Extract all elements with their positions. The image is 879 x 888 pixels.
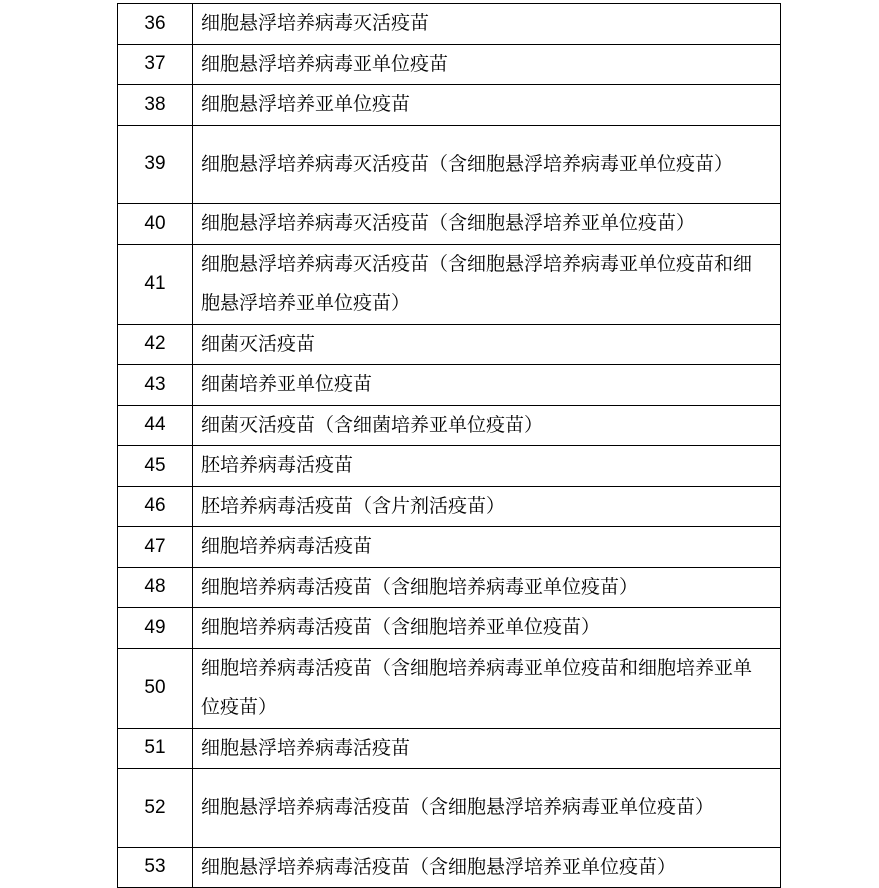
row-number: 47 — [118, 527, 193, 568]
table-row — [118, 486, 781, 527]
row-number: 36 — [118, 4, 193, 45]
vaccine-name: 细胞悬浮培养病毒活疫苗（含细胞悬浮培养病毒亚单位疫苗） — [193, 769, 781, 848]
table-row — [118, 244, 781, 324]
vaccine-name: 细胞悬浮培养病毒活疫苗 — [193, 728, 781, 769]
row-number: 49 — [118, 608, 193, 649]
table-row — [118, 324, 781, 365]
vaccine-name: 细菌灭活疫苗（含细菌培养亚单位疫苗） — [193, 405, 781, 446]
vaccine-name: 细菌培养亚单位疫苗 — [193, 365, 781, 406]
vaccine-name: 细胞培养病毒活疫苗（含细胞培养病毒亚单位疫苗和细胞培养亚单位疫苗） — [193, 648, 781, 728]
vaccine-category-table — [117, 3, 781, 888]
row-number: 37 — [118, 44, 193, 85]
table-row — [118, 44, 781, 85]
row-number: 38 — [118, 85, 193, 126]
row-number: 40 — [118, 204, 193, 245]
vaccine-name: 细胞培养病毒活疫苗（含细胞培养病毒亚单位疫苗） — [193, 567, 781, 608]
row-number: 52 — [118, 769, 193, 848]
table-row — [118, 405, 781, 446]
table-row — [118, 365, 781, 406]
table-row — [118, 4, 781, 45]
row-number: 45 — [118, 446, 193, 487]
vaccine-name: 细胞悬浮培养病毒亚单位疫苗 — [193, 44, 781, 85]
row-number: 39 — [118, 125, 193, 204]
table-row — [118, 847, 781, 888]
vaccine-name: 细胞悬浮培养亚单位疫苗 — [193, 85, 781, 126]
table-body — [118, 4, 781, 888]
table-row — [118, 567, 781, 608]
table-row — [118, 446, 781, 487]
table-row — [118, 85, 781, 126]
vaccine-name: 细胞培养病毒活疫苗 — [193, 527, 781, 568]
row-number: 48 — [118, 567, 193, 608]
row-number: 46 — [118, 486, 193, 527]
vaccine-name: 细胞悬浮培养病毒灭活疫苗（含细胞悬浮培养病毒亚单位疫苗） — [193, 125, 781, 204]
row-number: 44 — [118, 405, 193, 446]
vaccine-name: 细胞悬浮培养病毒灭活疫苗（含细胞悬浮培养亚单位疫苗） — [193, 204, 781, 245]
vaccine-name: 胚培养病毒活疫苗（含片剂活疫苗） — [193, 486, 781, 527]
table-row — [118, 608, 781, 649]
row-number: 53 — [118, 847, 193, 888]
table-row — [118, 648, 781, 728]
row-number: 43 — [118, 365, 193, 406]
table-row — [118, 125, 781, 204]
row-number: 42 — [118, 324, 193, 365]
row-number: 41 — [118, 244, 193, 324]
row-number: 50 — [118, 648, 193, 728]
table-row — [118, 769, 781, 848]
vaccine-name: 细胞悬浮培养病毒活疫苗（含细胞悬浮培养亚单位疫苗） — [193, 847, 781, 888]
table-row — [118, 527, 781, 568]
table-row — [118, 728, 781, 769]
vaccine-name: 细菌灭活疫苗 — [193, 324, 781, 365]
table-row — [118, 204, 781, 245]
vaccine-name: 细胞悬浮培养病毒灭活疫苗（含细胞悬浮培养病毒亚单位疫苗和细胞悬浮培养亚单位疫苗） — [193, 244, 781, 324]
row-number: 51 — [118, 728, 193, 769]
vaccine-name: 细胞培养病毒活疫苗（含细胞培养亚单位疫苗） — [193, 608, 781, 649]
vaccine-name: 胚培养病毒活疫苗 — [193, 446, 781, 487]
vaccine-name: 细胞悬浮培养病毒灭活疫苗 — [193, 4, 781, 45]
